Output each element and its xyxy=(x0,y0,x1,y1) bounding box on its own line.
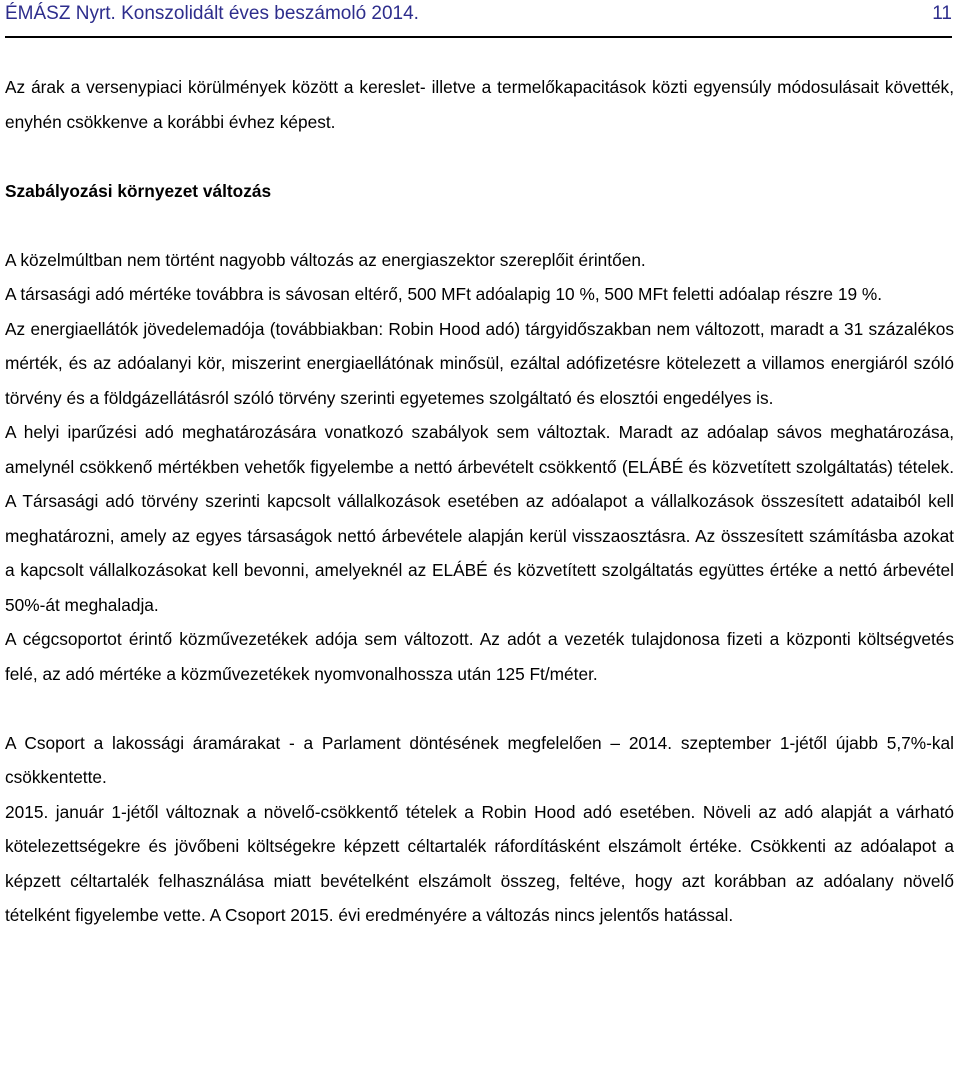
spacer xyxy=(5,691,954,726)
spacer xyxy=(5,139,954,174)
paragraph-local-business-tax: A helyi iparűzési adó meghatározására vonatkozó szabályok sem változtak. Maradt az adóalap sávos meghatározása, amelynél csökkenő mértékben vehetők figyelembe a nettó árbevételt csökkentő (ELÁBÉ és közvetített szolgáltatás) tételek. A Társasági adó törvény szerinti kapcsolt vállalkozások esetében az adóalapot a vállalkozások összesített adataiból kell meghatározni, amely az egyes társaságok nettó árbevétele alapján kerül visszaosztásra. Az összesített számításba azokat a kapcsolt vállalkozásokat kell bevonni, amelyeknél az ELÁBÉ és közvetített szolgáltatás együttes értéke a nettó árbevétel 50%-át meghaladja. xyxy=(5,422,954,615)
paragraph-robin-hood-tax: Az energiaellátók jövedelemadója (továbbiakban: Robin Hood adó) tárgyidőszakban nem változott, maradt a 31 százalékos mérték, és az adóalanyi kör, miszerint energiaellátónak minősül, ezáltal adófizetésre kötelezett a villamos energiáról szóló törvény és a földgázellátásról szóló törvény szerinti egyetemes szolgáltató és elosztói engedélyes is. xyxy=(5,318,954,408)
page-header xyxy=(5,0,952,38)
paragraph-regulation-intro: A közelmúltban nem történt nagyobb változás az energiaszektor szereplőit érintően. xyxy=(5,249,646,270)
page-number: 11 xyxy=(932,3,952,24)
paragraph-residential-prices: A Csoport a lakossági áramárakat - a Parlament döntésének megfelelően – 2014. szeptember 1-jétől újabb 5,7%-kal csökkentette. xyxy=(5,732,954,787)
section-heading: Szabályozási környezet változás xyxy=(5,180,272,201)
document-body xyxy=(5,70,954,933)
paragraph-prices: Az árak a versenypiaci körülmények között a kereslet- illetve a termelőkapacitások közti egyensúly módosulásait követték, enyhén csökkenve a korábbi évhez képest. xyxy=(5,77,954,132)
spacer xyxy=(5,208,954,243)
paragraph-utility-tax: A cégcsoportot érintő közművezetékek adója sem változott. Az adót a vezeték tulajdonosa fizeti a központi költségvetés felé, az adó mértéke a közművezetékek nyomvonalhossza után 125 Ft/méter. xyxy=(5,629,954,684)
paragraph-corporate-tax: A társasági adó mértéke továbbra is sávosan eltérő, 500 MFt adóalapig 10 %, 500 MFt feletti adóalap részre 19 %. xyxy=(5,284,883,304)
paragraph-2015-changes: 2015. január 1-jétől változnak a növelő-csökkentő tételek a Robin Hood adó esetében. Növeli az adó alapját a várható kötelezettségekre és jövőbeni költségekre képzett céltartalék ráfordításként elszámolt értéke. Csökkenti az adóalapot a képzett céltartalék felhasználása miatt bevételként elszámolt összeg, feltéve, hogy azt korábban az adóalany növelő tételként figyelembe vette. A Csoport 2015. évi eredményére a változás nincs jelentős hatással. xyxy=(5,801,954,925)
document-title: ÉMÁSZ Nyrt. Konszolidált éves beszámoló 2014. xyxy=(5,3,419,24)
